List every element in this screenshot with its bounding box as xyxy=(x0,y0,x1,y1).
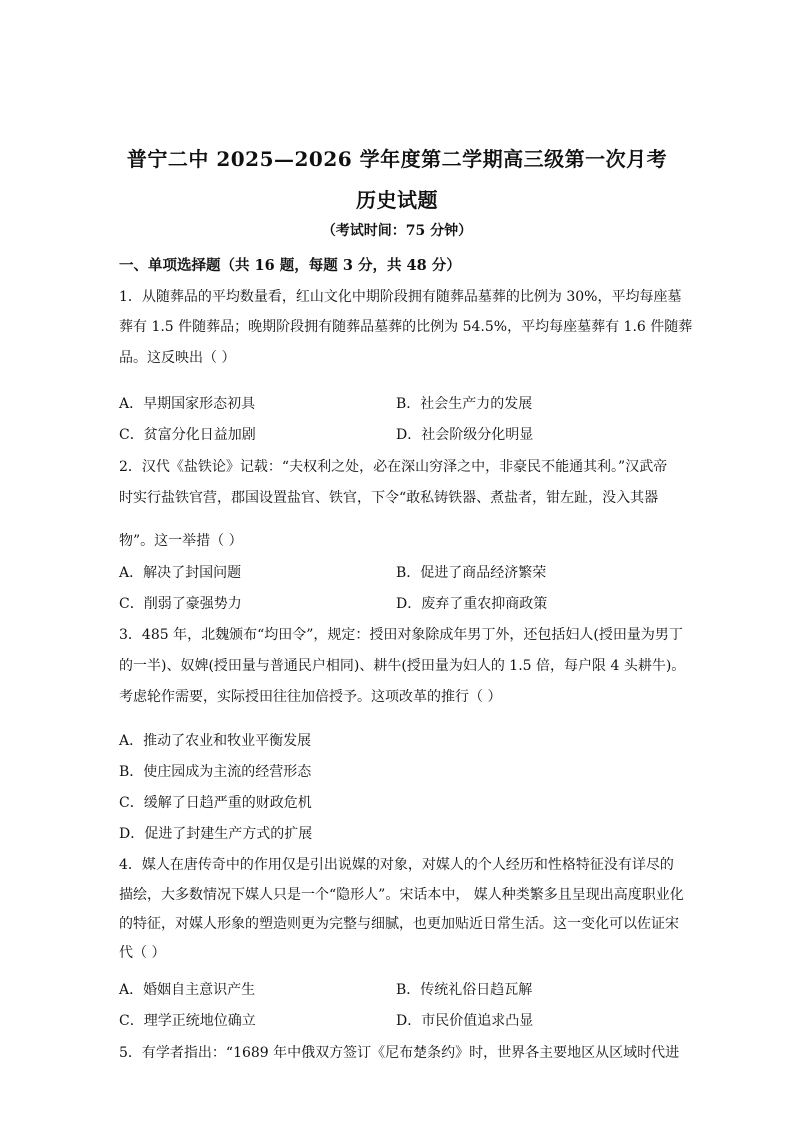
question-2-line-3: 物”。这一举措（ ） xyxy=(119,533,243,549)
question-4-line-4: 代（ ） xyxy=(119,945,166,961)
question-3-option-d: D．促进了封建生产方式的扩展 xyxy=(119,826,313,842)
question-2-option-a: A．解决了封国问题 xyxy=(119,565,242,581)
question-2-option-b: B．促进了商品经济繁荣 xyxy=(396,565,547,581)
question-1-option-a: A．早期国家形态初具 xyxy=(119,396,256,412)
question-3-option-b: B．使庄园成为主流的经营形态 xyxy=(119,764,312,780)
question-3-line-3: 考虑轮作需要，实际授田往往加倍授予。这项改革的推行（ ） xyxy=(119,689,502,705)
question-4-option-d: D．市民价值追求凸显 xyxy=(396,1013,534,1029)
section-heading: 一、单项选择题（共 16 题，每题 3 分，共 48 分） xyxy=(119,257,461,274)
question-4-line-1: 4．媒人在唐传奇中的作用仅是引出说媒的对象，对媒人的个人经历和性格特征没有详尽的 xyxy=(119,857,674,873)
question-2-option-d: D．废弃了重农抑商政策 xyxy=(396,596,548,612)
question-1-option-d: D．社会阶级分化明显 xyxy=(396,427,534,443)
question-1-line-1: 1．从随葬品的平均数量看，红山文化中期阶段拥有随葬品墓葬的比例为 30%，平均每座墓 xyxy=(119,289,682,305)
question-3-option-c: C．缓解了日趋严重的财政危机 xyxy=(119,795,312,811)
question-5-line-1: 5．有学者指出：“1689 年中俄双方签订《尼布楚条约》时，世界各主要地区从区域时代进 xyxy=(119,1045,680,1061)
question-4-option-c: C．理学正统地位确立 xyxy=(119,1013,256,1029)
question-1-line-2: 葬有 1.5 件随葬品；晚期阶段拥有随葬品墓葬的比例为 54.5%，平均每座墓葬有 1.6 件随葬 xyxy=(119,319,693,335)
question-3-option-a: A．推动了农业和牧业平衡发展 xyxy=(119,733,312,749)
question-4-option-b: B．传统礼俗日趋瓦解 xyxy=(396,982,533,998)
exam-title: 普宁二中 2025—2026 学年度第二学期高三级第一次月考 xyxy=(126,147,668,171)
exam-time-note: （考试时间：75 分钟） xyxy=(321,223,473,239)
question-2-line-2: 时实行盐铁官营，郡国设置盐官、铁官，下令“敢私铸铁器、煮盐者，钳左趾，没入其器 xyxy=(119,490,659,506)
question-4-option-a: A．婚姻自主意识产生 xyxy=(119,982,256,998)
question-4-line-2: 描绘，大多数情况下媒人只是一个“隐形人”。宋话本中， 媒人种类繁多且呈现出高度职业化 xyxy=(119,887,684,903)
question-2-line-1: 2．汉代《盐铁论》记载：“夫权利之处，必在深山穷泽之中，非豪民不能通其利。”汉武帝 xyxy=(119,459,668,475)
question-3-line-1: 3．485 年，北魏颁布“均田令”，规定：授田对象除成年男丁外，还包括妇人(授田量为男丁 xyxy=(119,627,683,643)
exam-subject: 历史试题 xyxy=(356,188,438,212)
question-1-line-3: 品。这反映出（ ） xyxy=(119,350,236,366)
question-1-option-b: B．社会生产力的发展 xyxy=(396,396,533,412)
question-2-option-c: C．削弱了豪强势力 xyxy=(119,596,242,612)
question-4-line-3: 的特征，对媒人形象的塑造则更为完整与细腻，也更加贴近日常生活。这一变化可以佐证宋 xyxy=(119,916,679,932)
question-3-line-2: 的一半)、奴婢(授田量与普通民户相同)、耕牛(授田量为妇人的 1.5 倍，每户限 4 头耕牛)。 xyxy=(119,658,686,674)
question-1-option-c: C．贫富分化日益加剧 xyxy=(119,427,256,443)
